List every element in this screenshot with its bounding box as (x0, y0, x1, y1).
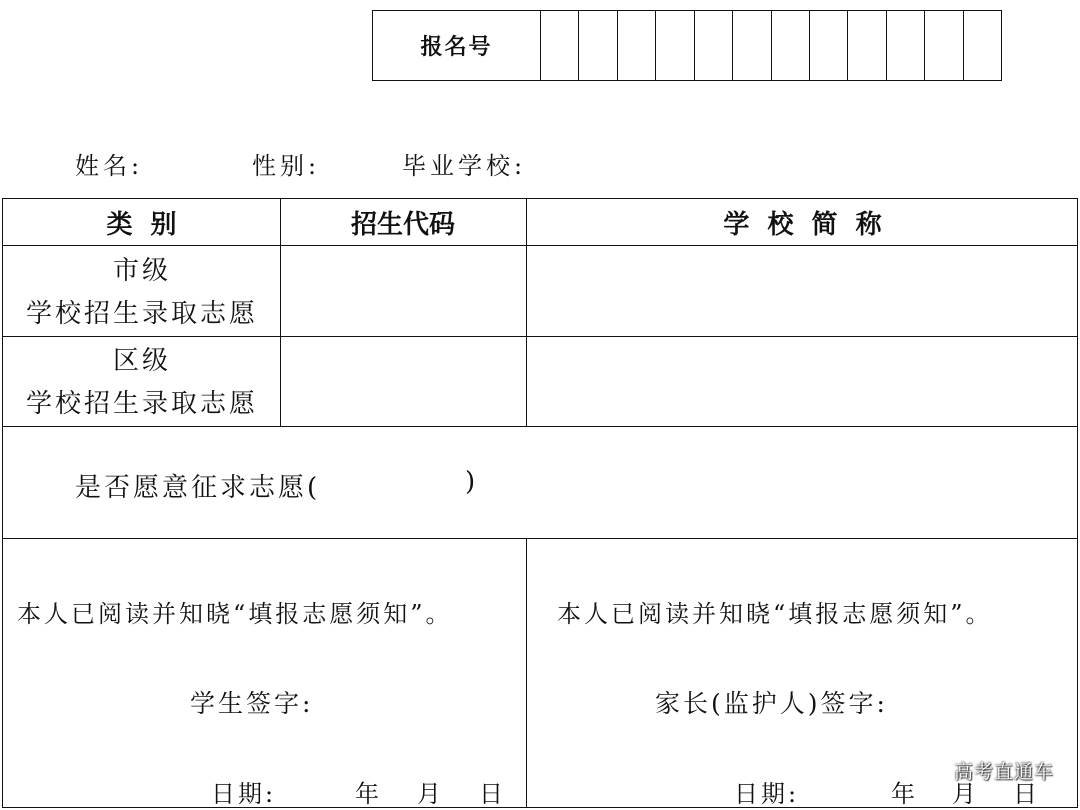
registration-digit-box[interactable] (887, 11, 925, 80)
solicit-volunteer-close-paren: ) (465, 467, 479, 497)
registration-digit-box[interactable] (579, 11, 617, 80)
category-line: 学校招生录取志愿 (25, 299, 258, 329)
gender-label: 性别: (252, 152, 321, 180)
student-date-month: 月 (417, 780, 444, 808)
category-line: 区级 (112, 346, 171, 376)
student-date-label: 日期: (211, 780, 277, 808)
registration-digit-box[interactable] (541, 11, 579, 80)
parent-statement: 本人已阅读并知晓“填报志愿须知”。 (557, 600, 993, 628)
registration-digit-box[interactable] (810, 11, 848, 80)
student-statement: 本人已阅读并知晓“填报志愿须知”。 (17, 600, 453, 628)
registration-digit-box[interactable] (733, 11, 771, 80)
parent-date-year: 年 (891, 780, 918, 808)
table-divider (3, 245, 1077, 246)
header-enrollment-code: 招生代码 (350, 209, 455, 240)
graduation-school-label: 毕业学校: (402, 152, 527, 180)
header-category: 类 别 (106, 209, 177, 240)
category-line: 学校招生录取志愿 (25, 389, 258, 419)
registration-number-box (372, 10, 1002, 81)
registration-number-cells (541, 11, 1001, 80)
registration-digit-box[interactable] (772, 11, 810, 80)
registration-number-label: 报名号 (373, 11, 541, 80)
registration-digit-box[interactable] (848, 11, 886, 80)
name-label: 姓名: (75, 152, 144, 180)
parent-date-label: 日期: (734, 780, 800, 808)
table-divider (526, 538, 527, 808)
solicit-volunteer-question: 是否愿意征求志愿( (75, 473, 321, 503)
application-table (2, 198, 1078, 808)
student-date-year: 年 (355, 780, 382, 808)
table-divider (3, 426, 1077, 427)
category-district-level (3, 340, 281, 426)
student-date-day: 日 (479, 780, 506, 808)
parent-signature-label: 家长(监护人)签字: (655, 689, 888, 718)
registration-digit-box[interactable] (925, 11, 963, 80)
registration-digit-box[interactable] (618, 11, 656, 80)
parent-date-day: 日 (1013, 780, 1040, 808)
category-city-level (3, 250, 281, 336)
table-divider (3, 538, 1077, 539)
student-signature-label: 学生签字: (190, 689, 314, 718)
registration-digit-box[interactable] (964, 11, 1001, 80)
parent-date-month: 月 (952, 780, 979, 808)
registration-digit-box[interactable] (695, 11, 733, 80)
watermark: 高考直通车 (953, 761, 1054, 783)
table-divider (3, 336, 1077, 337)
category-line: 市级 (112, 256, 171, 286)
header-school-abbreviation: 学 校 简 称 (723, 209, 882, 240)
registration-digit-box[interactable] (656, 11, 694, 80)
